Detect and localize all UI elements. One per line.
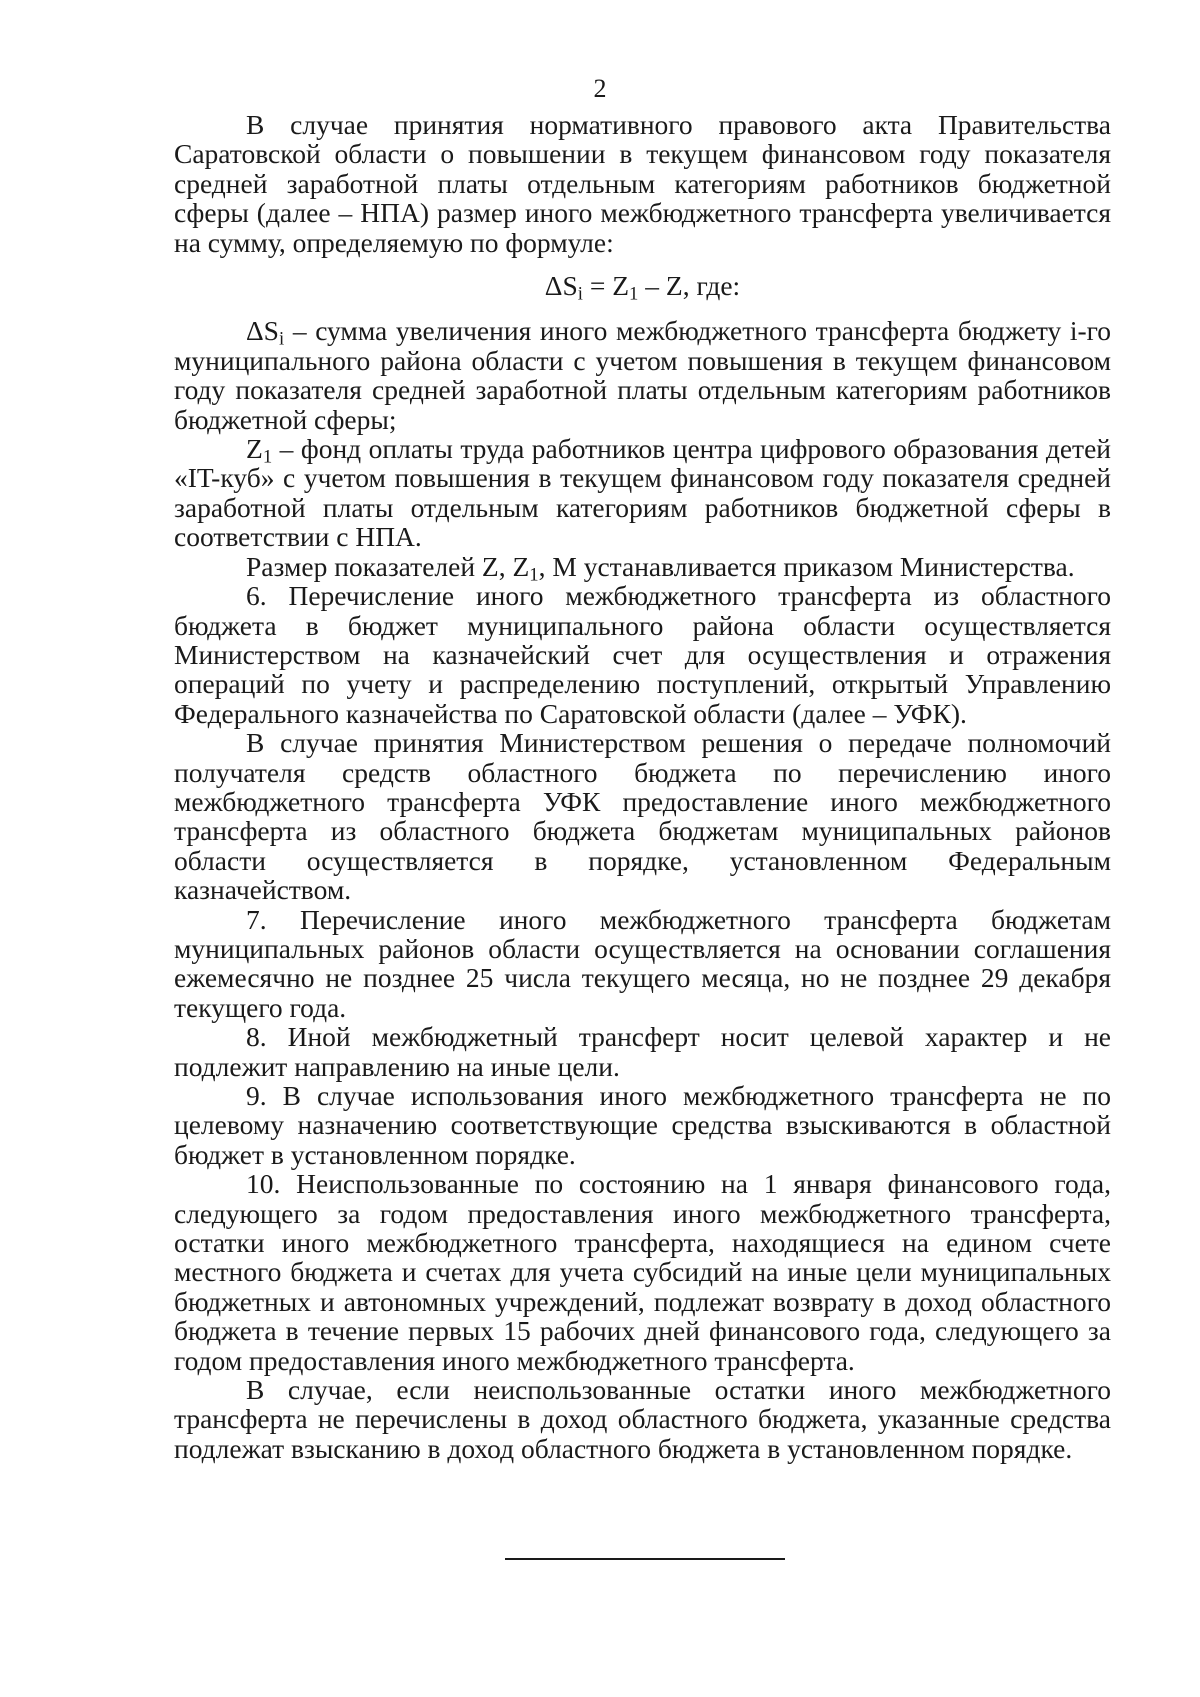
definition-delta-si [174, 316, 1111, 434]
end-of-document-line [505, 1558, 785, 1560]
paragraph-8: 8. Иной межбюджетный трансферт носит целевой характер и не подлежит направлению на иные цели. [174, 1021, 1111, 1082]
formula-rest: – Z, где: [638, 270, 741, 302]
indicators-subscript: 1 [529, 564, 539, 586]
indicators-text-after: , M устанавливается приказом Министерства. [538, 550, 1075, 582]
formula-delta-subscript: i [577, 283, 583, 305]
definition-delta-text: – сумма увеличения иного межбюджетного трансферта бюджету i-го муниципального района области с учетом повышения в текущем финансовом году показателя средней заработной платы отдельным категориям работников бюджетной сферы; [174, 315, 1111, 435]
paragraph-7: 7. Перечисление иного межбюджетного трансферта бюджетам муниципальных районов области осуществляется на основании соглашения ежемесячно не позднее 25 числа текущего месяца, но не позднее 29 декабря текущего года. [174, 903, 1111, 1023]
paragraph-9: 9. В случае использования иного межбюджетного трансферта не по целевому назначению соответствующие средства взыскиваются в областной бюджет в установленном порядке. [174, 1080, 1111, 1170]
paragraph-npa-increase: В случае принятия нормативного правового акта Правительства Саратовской области о повышении в текущем финансовом году показателя средней заработной платы отдельным категориям работников бюджетной сферы (далее – НПА) размер иного межбюджетного трансферта увеличивается на сумму, определяемую по формуле: [174, 109, 1111, 258]
document-body [174, 110, 1111, 1463]
definition-z1-symbol: Z [246, 433, 263, 465]
formula-equals-z1: = Z [582, 270, 630, 302]
paragraph-indicators [174, 550, 1111, 586]
page-number: 2 [593, 74, 607, 103]
definition-z1 [174, 434, 1111, 552]
paragraph-10: 10. Неиспользованные по состоянию на 1 января финансового года, следующего за годом предоставления иного межбюджетного трансферта, остатки иного межбюджетного трансферта, находящиеся на едином счете местного бюджета и счетах для учета субсидий на иные цели муниципальных бюджетных и автономных учреждений, подлежат возврату в доход областного бюджета в течение первых 15 рабочих дней финансового года, следующего за годом предоставления иного межбюджетного трансферта. [174, 1168, 1111, 1376]
definition-z1-subscript: 1 [262, 446, 273, 468]
paragraph-10-continued: В случае, если неиспользованные остатки иного межбюджетного трансферта не перечислены в доход областного бюджета, указанные средства подлежат взысканию в доход областного бюджета в установленном порядке. [174, 1374, 1111, 1464]
definition-delta-symbol: ΔS [246, 315, 279, 347]
indicators-text-before: Размер показателей Z, Z [246, 550, 530, 582]
formula-delta: ΔS [544, 270, 578, 302]
formula-z1-subscript: 1 [629, 283, 639, 305]
paragraph-6-continued: В случае принятия Министерством решения о передаче полномочий получателя средств областного бюджета по перечислению иного межбюджетного трансферта УФК предоставление иного межбюджетного трансферта из областного бюджета бюджетам муниципальных районов области осуществляется в порядке, установленном Федеральным казначейством. [174, 727, 1111, 906]
definition-delta-subscript: i [278, 329, 285, 351]
formula [174, 270, 1111, 305]
definition-z1-text: – фонд оплаты труда работников центра цифрового образования детей «IT-куб» с учетом повышения в текущем финансовом году показателя средней заработной платы отдельным категориям работников бюджетной сферы в соответствии с НПА. [174, 433, 1111, 553]
paragraph-6: 6. Перечисление иного межбюджетного трансферта из областного бюджета в бюджет муниципального района области осуществляется Министерством на казначейский счет для осуществления и отражения операций по учету и распределению поступлений, открытый Управлению Федерального казначейства по Саратовской области (далее – УФК). [174, 580, 1111, 729]
